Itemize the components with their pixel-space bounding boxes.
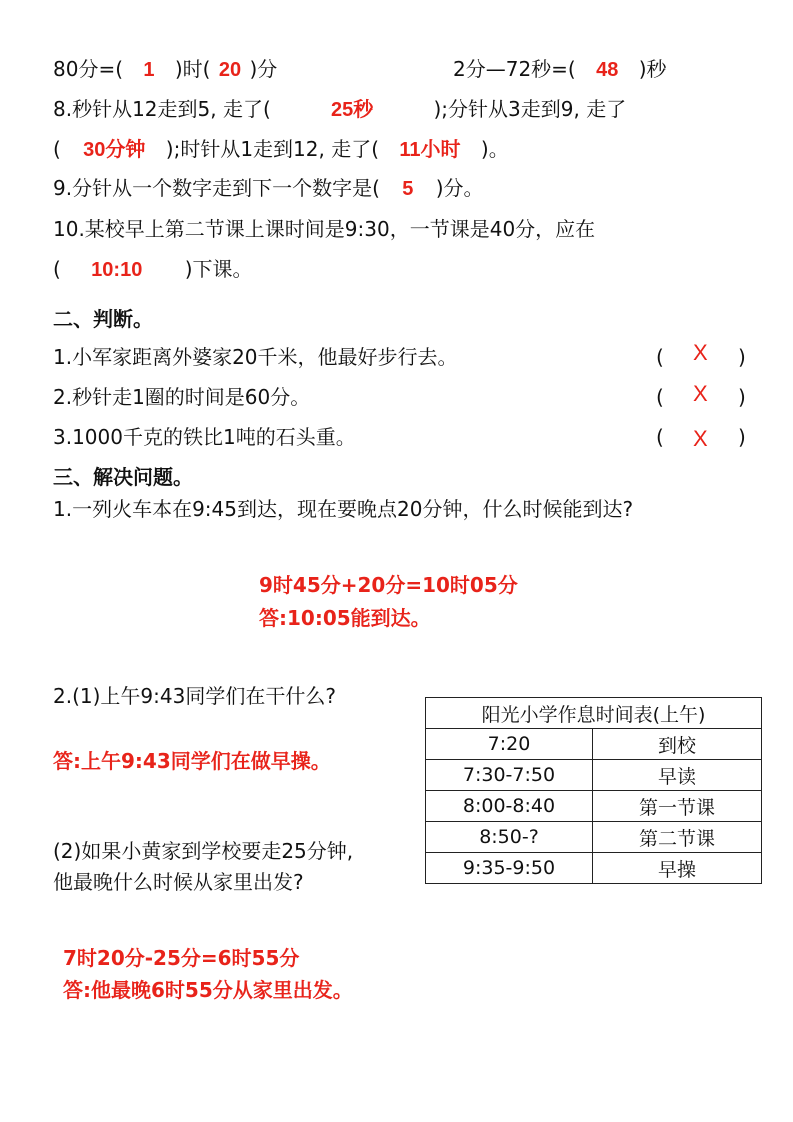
schedule-activity: 第二节课 — [593, 822, 762, 853]
table-row — [426, 853, 762, 884]
q7-a-suffix: )分 — [249, 57, 278, 81]
q7-b-suffix: )秒 — [638, 57, 667, 81]
problem1-question: 1.一列火车本在9:45到达，现在要晚点20分钟，什么时候能到达? — [53, 497, 634, 521]
q8-line1-text-a: 8.秒针从12走到5, 走了( — [53, 97, 271, 121]
schedule-table — [425, 697, 762, 884]
q8-line1 — [53, 96, 626, 123]
q7-a-middle: )时( — [174, 57, 211, 81]
q10-suffix: )下课。 — [184, 257, 253, 281]
section3-title: 三、解决问题。 — [53, 465, 193, 489]
q8-line2 — [53, 136, 509, 163]
judge-item-3-text: 3.1000千克的铁比1吨的石头重。 — [53, 425, 356, 449]
q9-suffix: )分。 — [435, 176, 484, 200]
q7-a-hours-answer: 1 — [143, 59, 155, 81]
judge-item-2-mark: X — [693, 381, 708, 406]
table-row — [426, 729, 762, 760]
judge-item-1-close-paren: ) — [738, 345, 746, 369]
q8-line1-text-b: );分针从3走到9, 走了 — [433, 97, 627, 121]
q7-a — [53, 56, 277, 83]
q7-b-prefix: 2分—72秒=( — [453, 57, 576, 81]
q9-answer: 5 — [402, 178, 414, 200]
problem2-q2-line1: (2)如果小黄家到学校要走25分钟, — [53, 839, 354, 863]
q8-line2-text: );时针从1走到12, 走了( — [165, 137, 380, 161]
q9 — [53, 175, 484, 202]
q8-answer-seconds: 25秒 — [331, 99, 374, 121]
schedule-time: 9:35-9:50 — [426, 853, 593, 884]
schedule-time: 8:00-8:40 — [426, 791, 593, 822]
q7-b-answer: 48 — [596, 59, 619, 81]
table-row — [426, 791, 762, 822]
table-row — [426, 760, 762, 791]
q10-open-paren: ( — [53, 257, 61, 281]
judge-item-3-open-paren: ( — [656, 425, 664, 449]
schedule-activity: 到校 — [593, 729, 762, 760]
table-row — [426, 822, 762, 853]
schedule-time: 8:50-? — [426, 822, 593, 853]
judge-item-1-mark: X — [693, 340, 708, 365]
schedule-activity: 早读 — [593, 760, 762, 791]
problem2-q1: 2.(1)上午9:43同学们在干什么? — [53, 684, 336, 708]
q7-b — [453, 56, 667, 83]
judge-item-2-open-paren: ( — [656, 385, 664, 409]
schedule-time: 7:20 — [426, 729, 593, 760]
q8-line2-open-paren: ( — [53, 137, 61, 161]
problem2-q2-line2: 他最晚什么时候从家里出发? — [53, 870, 304, 894]
problem2-work2: 7时20分-25分=6时55分 — [63, 946, 300, 970]
problem2-a1: 答:上午9:43同学们在做早操。 — [53, 749, 331, 773]
q8-line2-close: )。 — [480, 137, 509, 161]
problem1-answer: 答:10:05能到达。 — [259, 606, 431, 630]
schedule-activity: 早操 — [593, 853, 762, 884]
judge-item-2-close-paren: ) — [738, 385, 746, 409]
q8-answer-minutes: 30分钟 — [83, 139, 146, 161]
schedule-title-row — [426, 698, 762, 729]
judge-item-1-text: 1.小军家距离外婆家20千米，他最好步行去。 — [53, 345, 458, 369]
schedule-title: 阳光小学作息时间表(上午) — [426, 698, 762, 729]
schedule-activity: 第一节课 — [593, 791, 762, 822]
q8-answer-hours: 11小时 — [399, 139, 461, 161]
judge-item-2-text: 2.秒针走1圈的时间是60分。 — [53, 385, 311, 409]
judge-item-3-mark: X — [693, 426, 708, 451]
q7-a-prefix: 80分=( — [53, 57, 124, 81]
q9-text: 9.分针从一个数字走到下一个数字是( — [53, 176, 380, 200]
problem2-a2: 答:他最晚6时55分从家里出发。 — [63, 978, 353, 1002]
problem1-work: 9时45分+20分=10时05分 — [259, 573, 518, 597]
q10-line2 — [53, 256, 253, 283]
judge-item-1-open-paren: ( — [656, 345, 664, 369]
q7-a-minutes-answer: 20 — [218, 59, 242, 81]
q10-answer: 10:10 — [91, 259, 143, 281]
q10-line1: 10.某校早上第二节课上课时间是9:30，一节课是40分，应在 — [53, 217, 596, 241]
section2-title: 二、判断。 — [53, 307, 153, 331]
schedule-time: 7:30-7:50 — [426, 760, 593, 791]
judge-item-3-close-paren: ) — [738, 425, 746, 449]
